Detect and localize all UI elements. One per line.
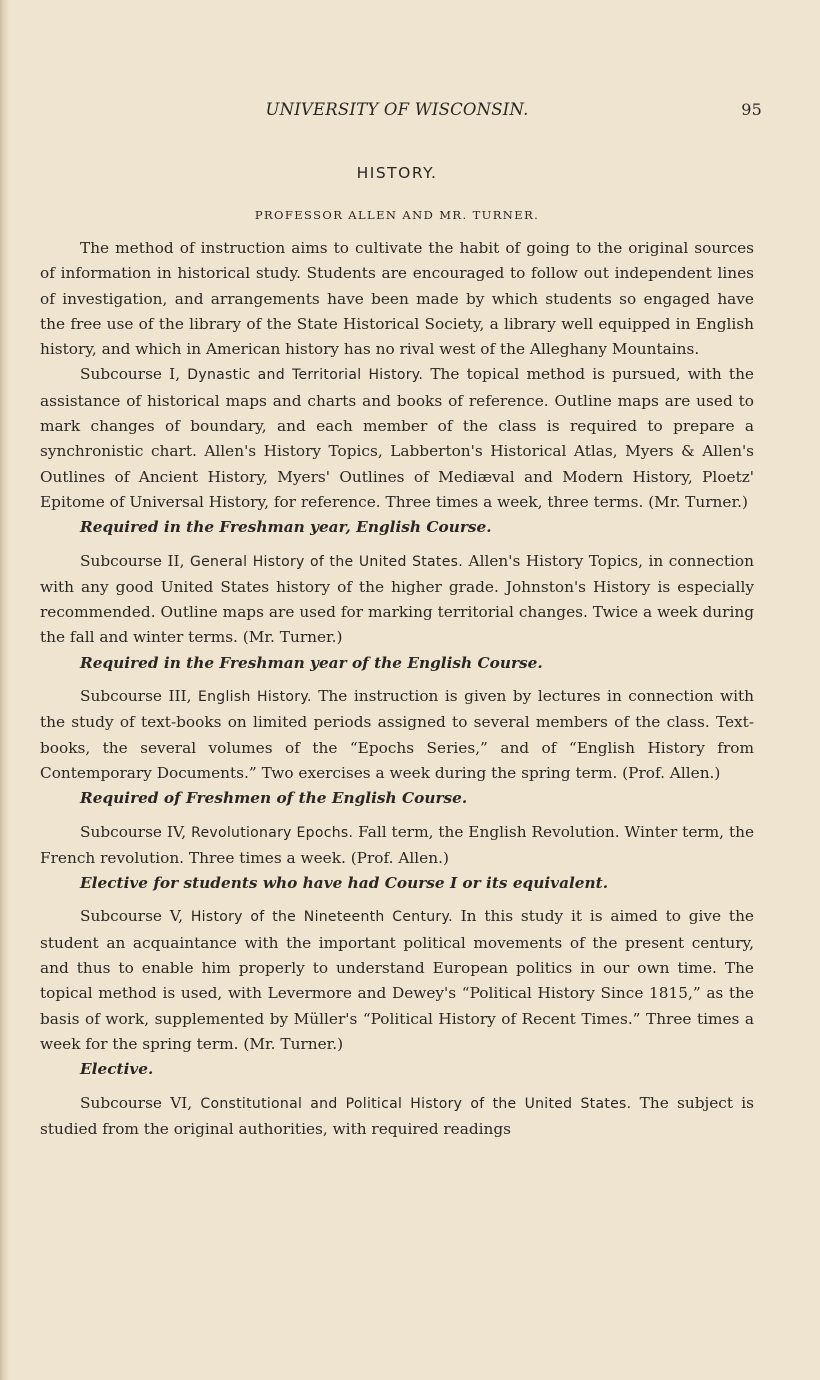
subcourse-6-text: The subject is studied from the original authorities, with required readings — [40, 1093, 754, 1138]
subcourse-1-paragraph — [40, 362, 754, 515]
subcourse-1-name: Dynastic and Territorial History. — [187, 367, 424, 384]
subcourse-1-text: The topical method is pursued, with the assistance of historical maps and charts and books of reference. Outline maps are used to mark changes of boundary, and each member of the class is required to prepare a synchronistic chart. Allen's History Topics, Labberton's Historical Atlas, Myers & Allen's Outlines of Ancient History, Myers' Outlines of Mediæval and Modern History, Ploetz' Epitome of Universal History, for reference. Three times a week, three terms. (Mr. Turner.) — [40, 365, 754, 511]
subcourse-6-name: Constitutional and Political History of the United States. — [200, 1095, 632, 1112]
subcourse-2-label: Subcourse II, — [80, 551, 185, 570]
running-title: UNIVERSITY OF WISCONSIN. — [265, 100, 529, 119]
subcourse-1-label: Subcourse I, — [80, 365, 181, 384]
subcourse-1-requirement: Required in the Freshman year, English Course. — [80, 518, 492, 537]
subcourse-3-label: Subcourse III, — [80, 687, 192, 706]
book-page — [40, 100, 762, 1142]
intro-paragraph: The method of instruction aims to cultivate the habit of going to the original sources of information in historical study. Students are encouraged to follow out independent lines of investigation, and arrangements have been made by which students so engaged have the free use of the library of the State Historical Society, a library well equipped in English history, and which in American history has no rival west of the Alleghany Mountains. — [40, 239, 754, 359]
page-binding-edge — [0, 0, 9, 1380]
subcourse-3-name: English History. — [197, 689, 312, 706]
subcourse-4-requirement: Elective for students who have had Course I or its equivalent. — [80, 874, 609, 893]
page-number: 95 — [741, 100, 762, 119]
subcourse-3-requirement: Required of Freshmen of the English Course. — [80, 789, 468, 808]
subcourse-5-name: History of the Nineteenth Century. — [190, 909, 453, 926]
running-header — [40, 100, 762, 128]
subcourse-4-text: Fall term, the English Revolution. Winter term, the French revolution. Three times a week. (Prof. Allen.) — [40, 822, 755, 867]
section-title: HISTORY. — [356, 164, 438, 182]
section-instructors: PROFESSOR ALLEN AND MR. TURNER. — [254, 208, 540, 222]
subcourse-4-label: Subcourse IV, — [80, 822, 187, 841]
subcourse-6-paragraph — [40, 1091, 754, 1143]
subcourse-3-text: The instruction is given by lectures in connection with the study of text-books on limited periods assigned to several members of the class. Text-books, the several volumes of the “Epochs Series,” and of “English History from Contemporary Documents.” Two exercises a week during the spring term. (Prof. Allen.) — [40, 687, 754, 782]
section-body — [40, 236, 754, 1142]
subcourse-5-label: Subcourse V, — [80, 907, 184, 926]
subcourse-2-paragraph — [40, 549, 754, 651]
subcourse-2-requirement: Required in the Freshman year of the English Course. — [80, 653, 543, 672]
subcourse-6-label: Subcourse VI, — [80, 1093, 193, 1112]
subcourse-3-paragraph — [40, 684, 754, 786]
subcourse-4-name: Revolutionary Epochs. — [191, 824, 354, 841]
subcourse-4-paragraph — [40, 820, 754, 872]
subcourse-5-paragraph — [40, 904, 754, 1057]
subcourse-2-text: Allen's History Topics, in connection with any good United States history of the higher grade. Johnston's History is especially recommended. Outline maps are used for marking territorial changes. Twice a week during the fall and winter terms. (Mr. Turner.) — [40, 551, 754, 647]
subcourse-2-name: General History of the United States. — [190, 553, 463, 570]
subcourse-5-text: In this study it is aimed to give the student an acquaintance with the important political movements of the present century, and thus to enable him properly to understand European politics in our own time. The topical method is used, with Levermore and Dewey's “Political History Since 1815,” as the basis of work, supplemented by Müller's “Political History of Recent Times.” Three times a week for the spring term. (Mr. Turner.) — [40, 907, 754, 1053]
subcourse-5-requirement: Elective. — [80, 1060, 154, 1079]
